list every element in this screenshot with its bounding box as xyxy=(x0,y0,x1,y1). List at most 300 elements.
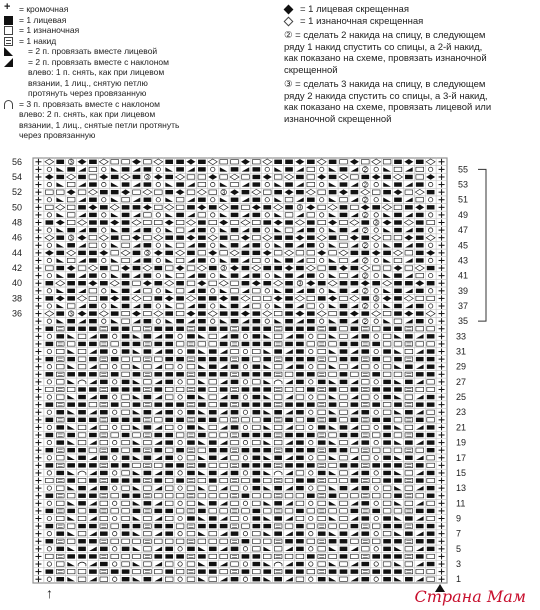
knit-stitch-mark xyxy=(176,235,184,239)
knit-stitch-mark xyxy=(187,440,195,444)
knit-stitch-mark xyxy=(89,478,97,482)
knit-stitch-mark xyxy=(165,402,173,406)
row-label-right: 15 xyxy=(456,467,467,478)
knit-stitch-mark xyxy=(111,235,119,239)
knit-stitch-mark xyxy=(351,418,359,422)
multi-yo-number: 3 xyxy=(69,311,73,318)
knit-stitch-mark xyxy=(187,205,195,209)
knit-stitch-mark xyxy=(165,175,173,179)
knit-stitch-mark xyxy=(100,456,108,460)
knit-stitch-mark xyxy=(351,266,359,270)
knit-stitch-mark xyxy=(176,372,184,376)
knit-stitch-mark xyxy=(252,167,260,171)
knit-stitch-mark xyxy=(427,190,435,194)
knit-stitch-mark xyxy=(89,251,97,255)
knit-stitch-mark xyxy=(372,509,380,513)
knit-stitch-mark xyxy=(122,463,130,467)
multi-yo-number: 3 xyxy=(69,235,73,242)
knit-stitch-mark xyxy=(78,205,86,209)
knit-stitch-mark xyxy=(340,357,348,361)
repeat-bracket xyxy=(478,169,486,321)
knit-stitch-mark xyxy=(89,319,97,323)
knit-stitch-mark xyxy=(361,562,369,566)
knit-stitch-mark xyxy=(209,296,217,300)
knit-stitch-mark xyxy=(198,289,206,293)
knit-stitch-mark xyxy=(340,539,348,543)
knit-stitch-mark xyxy=(154,342,162,346)
knit-stitch-mark xyxy=(372,281,380,285)
knit-stitch-mark xyxy=(242,372,250,376)
knit-stitch-mark xyxy=(252,509,260,513)
knit-stitch-mark xyxy=(296,456,304,460)
knit-stitch-mark xyxy=(263,524,271,528)
multi-yo-number: 2 xyxy=(363,243,367,250)
knit-stitch-mark xyxy=(252,402,260,406)
knit-stitch-mark xyxy=(340,213,348,217)
knit-stitch-mark xyxy=(383,569,391,573)
knit-stitch-mark xyxy=(122,296,130,300)
knit-stitch-mark xyxy=(383,418,391,422)
knit-stitch-mark xyxy=(144,304,152,308)
knit-stitch-mark xyxy=(231,380,239,384)
knit-stitch-mark xyxy=(165,531,173,535)
knit-stitch-mark xyxy=(416,539,424,543)
knit-stitch-mark xyxy=(89,311,97,315)
knit-stitch-mark xyxy=(427,357,435,361)
knit-stitch-mark xyxy=(231,304,239,308)
knit-stitch-mark xyxy=(329,494,337,498)
knit-stitch-mark xyxy=(187,395,195,399)
row-label-left: 50 xyxy=(11,202,22,213)
knit-stitch-mark xyxy=(56,425,64,429)
knit-stitch-mark xyxy=(176,213,184,217)
row-label-right: 3 xyxy=(456,559,462,570)
knit-stitch-mark xyxy=(318,471,326,475)
knit-stitch-mark xyxy=(340,569,348,573)
knit-stitch-mark xyxy=(307,311,315,315)
knit-stitch-mark xyxy=(209,448,217,452)
knit-stitch-mark xyxy=(252,213,260,217)
knit-stitch-mark xyxy=(144,456,152,460)
knit-stitch-mark xyxy=(67,372,75,376)
knit-stitch-mark xyxy=(296,448,304,452)
knit-stitch-mark xyxy=(340,281,348,285)
knit-stitch-mark xyxy=(427,494,435,498)
knit-stitch-mark xyxy=(427,524,435,528)
knit-stitch-mark xyxy=(133,418,141,422)
knit-stitch-mark xyxy=(165,471,173,475)
knit-stitch-mark xyxy=(394,463,402,467)
knit-stitch-mark xyxy=(122,167,130,171)
knit-stitch-mark xyxy=(252,182,260,186)
legend-note: ② = сделать 2 накида на спицу, в следующем ряду 1 накид спустить со спицы, а 2-й накид, как показано на схеме, провязать изнаночной скрещенной xyxy=(284,30,487,76)
knit-stitch-mark xyxy=(165,440,173,444)
knit-stitch-mark xyxy=(122,334,130,338)
knit-stitch-mark xyxy=(89,327,97,331)
knit-stitch-mark xyxy=(165,342,173,346)
multi-yo-number: 3 xyxy=(298,205,302,212)
multi-yo-number: 2 xyxy=(363,197,367,204)
knit-stitch-mark xyxy=(89,342,97,346)
knit-stitch-mark xyxy=(307,372,315,376)
knit-stitch-mark xyxy=(100,266,108,270)
knit-stitch-mark xyxy=(56,160,64,164)
knit-stitch-mark xyxy=(220,357,228,361)
knit-stitch-mark xyxy=(89,463,97,467)
knit-stitch-mark xyxy=(176,357,184,361)
knit-stitch-mark xyxy=(100,531,108,535)
knit-stitch-mark xyxy=(394,304,402,308)
knit-stitch-mark xyxy=(231,273,239,277)
knit-stitch-mark xyxy=(351,327,359,331)
knit-stitch-mark xyxy=(45,357,53,361)
multi-yo-number: 2 xyxy=(363,319,367,326)
knit-stitch-mark xyxy=(111,327,119,331)
knit-stitch-mark xyxy=(340,463,348,467)
row-label-right: 39 xyxy=(458,285,469,296)
knit-stitch-mark xyxy=(242,569,250,573)
row-label-left: 46 xyxy=(11,232,22,243)
knit-stitch-mark xyxy=(89,387,97,391)
multi-yo-number: 2 xyxy=(363,304,367,311)
knit-stitch-mark xyxy=(133,448,141,452)
knit-stitch-mark xyxy=(78,342,86,346)
knit-stitch-mark xyxy=(252,554,260,558)
knit-stitch-mark xyxy=(231,410,239,414)
knit-stitch-mark xyxy=(133,387,141,391)
knit-stitch-mark xyxy=(100,410,108,414)
knit-stitch-mark xyxy=(242,387,250,391)
knit-stitch-mark xyxy=(187,349,195,353)
knit-stitch-mark xyxy=(144,577,152,581)
knit-stitch-mark xyxy=(78,494,86,498)
knit-stitch-mark xyxy=(383,524,391,528)
knit-stitch-mark xyxy=(296,547,304,551)
knit-stitch-mark xyxy=(220,402,228,406)
knit-stitch-mark xyxy=(274,516,282,520)
knit-stitch-mark xyxy=(416,220,424,224)
knit-stitch-mark xyxy=(176,478,184,482)
knit-stitch-mark xyxy=(209,205,217,209)
knit-stitch-mark xyxy=(427,365,435,369)
knit-stitch-mark xyxy=(340,425,348,429)
knit-stitch-mark xyxy=(78,410,86,414)
knit-stitch-mark xyxy=(45,220,53,224)
row-label-right: 43 xyxy=(458,255,469,266)
knit-stitch-mark xyxy=(394,273,402,277)
knit-stitch-mark xyxy=(361,311,369,315)
knit-stitch-mark xyxy=(252,319,260,323)
knit-stitch-mark xyxy=(383,440,391,444)
knit-stitch-mark xyxy=(144,425,152,429)
knit-stitch-mark xyxy=(122,418,130,422)
knit-stitch-mark xyxy=(154,296,162,300)
knit-stitch-mark xyxy=(296,327,304,331)
knit-stitch-mark xyxy=(45,494,53,498)
knit-stitch-mark xyxy=(209,327,217,331)
knit-stitch-mark xyxy=(111,372,119,376)
knit-stitch-mark xyxy=(394,327,402,331)
knit-stitch-mark xyxy=(187,471,195,475)
knit-stitch-mark xyxy=(209,440,217,444)
knit-stitch-mark xyxy=(198,319,206,323)
knit-stitch-mark xyxy=(45,509,53,513)
knit-stitch-mark xyxy=(198,387,206,391)
knit-stitch-mark xyxy=(209,365,217,369)
knit-stitch-mark xyxy=(78,395,86,399)
knit-stitch-mark xyxy=(340,349,348,353)
knit-stitch-mark xyxy=(45,463,53,467)
knit-stitch-mark xyxy=(209,547,217,551)
knit-stitch-mark xyxy=(89,258,97,262)
knit-stitch-mark xyxy=(285,235,293,239)
knit-stitch-mark xyxy=(296,463,304,467)
knit-stitch-mark xyxy=(416,289,424,293)
legend-note: ③ = сделать 3 накида на спицу, в следующем ряду 2 накида спустить со спицы, а 3-й накид, как показано на схеме, провязать лицевой или изнаночной скрещенной xyxy=(284,79,492,125)
knit-stitch-mark xyxy=(165,463,173,467)
knit-stitch-mark xyxy=(144,319,152,323)
knit-stitch-mark xyxy=(165,235,173,239)
multi-yo-number: 3 xyxy=(298,281,302,288)
knit-stitch-mark xyxy=(427,433,435,437)
knit-stitch-mark xyxy=(252,327,260,331)
knit-stitch-mark xyxy=(165,509,173,513)
knit-stitch-mark xyxy=(285,327,293,331)
multi-yo-number: 3 xyxy=(69,159,73,166)
knit-stitch-mark xyxy=(252,478,260,482)
knit-stitch-mark xyxy=(242,281,250,285)
knit-stitch-mark xyxy=(307,220,315,224)
knit-stitch-mark xyxy=(231,547,239,551)
knit-stitch-mark xyxy=(252,486,260,490)
knit-stitch-mark xyxy=(78,456,86,460)
knit-stitch-mark xyxy=(45,524,53,528)
row-label-right: 31 xyxy=(456,346,467,357)
legend-text: = кромочная xyxy=(19,4,69,14)
knit-stitch-mark xyxy=(144,334,152,338)
knit-stitch-mark xyxy=(416,357,424,361)
knit-stitch-mark xyxy=(307,448,315,452)
knit-stitch-mark xyxy=(220,235,228,239)
knit-stitch-mark xyxy=(89,494,97,498)
knit-stitch-mark xyxy=(187,425,195,429)
multi-yo-number: 3 xyxy=(374,296,378,303)
knit-stitch-mark xyxy=(383,349,391,353)
knit-stitch-mark xyxy=(231,471,239,475)
multi-yo-number: 2 xyxy=(363,273,367,280)
knit-stitch-mark xyxy=(296,486,304,490)
knit-stitch-mark xyxy=(165,547,173,551)
knit-stitch-mark xyxy=(340,182,348,186)
knit-stitch-mark xyxy=(252,448,260,452)
row-label-left: 40 xyxy=(11,278,22,289)
knit-stitch-mark xyxy=(176,167,184,171)
knit-stitch-mark xyxy=(100,380,108,384)
knit-stitch-mark xyxy=(394,569,402,573)
knit-stitch-mark xyxy=(220,387,228,391)
knit-stitch-mark xyxy=(416,235,424,239)
knit-stitch-mark xyxy=(296,531,304,535)
knit-stitch-mark xyxy=(176,296,184,300)
row-label-right: 23 xyxy=(456,407,467,418)
knit-stitch-mark xyxy=(165,357,173,361)
knit-stitch-mark xyxy=(78,547,86,551)
knit-stitch-mark xyxy=(56,471,64,475)
knit-stitch-mark xyxy=(67,289,75,293)
knit-stitch-mark xyxy=(89,273,97,277)
legend-text: = 2 п. провязать вместе с наклоном влево: 1 п. снять, как при лицевом вязании, 1 лиц., снятую петлю протянуть через провязанную xyxy=(28,56,169,98)
knit-stitch-mark xyxy=(296,372,304,376)
knit-stitch-mark xyxy=(198,273,206,277)
knit-stitch-mark xyxy=(176,402,184,406)
knit-stitch-mark xyxy=(45,327,53,331)
knit-stitch-mark xyxy=(252,311,260,315)
knit-stitch-mark xyxy=(198,509,206,513)
knit-stitch-mark xyxy=(198,524,206,528)
knit-stitch-mark xyxy=(361,251,369,255)
knit-stitch-mark xyxy=(307,273,315,277)
knit-stitch-mark xyxy=(427,440,435,444)
knit-stitch-mark xyxy=(394,198,402,202)
knit-stitch-mark xyxy=(122,380,130,384)
knit-stitch-mark xyxy=(67,402,75,406)
knit-stitch-mark xyxy=(285,167,293,171)
watermark: Страна Мам xyxy=(414,587,526,606)
knit-stitch-mark xyxy=(416,319,424,323)
knit-stitch-mark xyxy=(427,395,435,399)
knit-stitch-mark xyxy=(361,175,369,179)
legend-text: = 3 п. провязать вместе с наклоном влево: 2 п. снять, как при лицевом вязании, 1 лиц., снятые петли протянуть через провязанную xyxy=(19,98,180,140)
knit-stitch-mark xyxy=(285,243,293,247)
row-label-right: 7 xyxy=(456,528,462,539)
knit-stitch-mark xyxy=(383,539,391,543)
knit-stitch-mark xyxy=(394,281,402,285)
knit-stitch-mark xyxy=(351,524,359,528)
knit-stitch-mark xyxy=(296,433,304,437)
knit-stitch-mark xyxy=(427,531,435,535)
knit-stitch-mark xyxy=(340,448,348,452)
knit-stitch-mark xyxy=(89,198,97,202)
knit-stitch-mark xyxy=(111,478,119,482)
knit-stitch-mark xyxy=(340,205,348,209)
knit-stitch-mark xyxy=(351,433,359,437)
knit-stitch-mark xyxy=(154,524,162,528)
knit-stitch-mark xyxy=(122,456,130,460)
knit-stitch-mark xyxy=(111,418,119,422)
knit-stitch-mark xyxy=(198,160,206,164)
knit-stitch-mark xyxy=(274,349,282,353)
knit-stitch-mark xyxy=(154,554,162,558)
knit-stitch-mark xyxy=(427,562,435,566)
knit-stitch-mark xyxy=(416,433,424,437)
knit-stitch-mark xyxy=(285,463,293,467)
knit-stitch-mark xyxy=(133,251,141,255)
knit-stitch-mark xyxy=(351,357,359,361)
knit-stitch-mark xyxy=(176,319,184,323)
knit-stitch-mark xyxy=(427,349,435,353)
knit-stitch-mark xyxy=(56,577,64,581)
knit-stitch-mark xyxy=(318,281,326,285)
knit-stitch-mark xyxy=(252,456,260,460)
knit-stitch-mark xyxy=(242,402,250,406)
knit-stitch-mark xyxy=(111,463,119,467)
knit-stitch-mark xyxy=(394,289,402,293)
knit-stitch-mark xyxy=(78,327,86,331)
row-label-right: 21 xyxy=(456,422,467,433)
row-label-left: 38 xyxy=(11,293,22,304)
knit-stitch-mark xyxy=(198,258,206,262)
knit-stitch-mark xyxy=(318,380,326,384)
knit-stitch-mark xyxy=(383,547,391,551)
knit-stitch-mark xyxy=(307,235,315,239)
knit-stitch-mark xyxy=(198,463,206,467)
knit-stitch-mark xyxy=(209,456,217,460)
knit-stitch-mark xyxy=(274,486,282,490)
row-label-right: 47 xyxy=(458,225,469,236)
knit-stitch-mark xyxy=(361,531,369,535)
knit-stitch-mark xyxy=(67,357,75,361)
knit-stitch-mark xyxy=(383,190,391,194)
knit-stitch-mark xyxy=(122,433,130,437)
knit-stitch-mark xyxy=(361,410,369,414)
knit-stitch-mark xyxy=(340,304,348,308)
multi-yo-number: 2 xyxy=(363,213,367,220)
knit-stitch-mark xyxy=(263,266,271,270)
knit-stitch-mark xyxy=(198,569,206,573)
knit-stitch-mark xyxy=(154,266,162,270)
knit-stitch-mark xyxy=(242,327,250,331)
knit-stitch-mark xyxy=(67,418,75,422)
knit-stitch-mark xyxy=(111,175,119,179)
knit-stitch-mark xyxy=(144,273,152,277)
knit-stitch-mark xyxy=(209,524,217,528)
knit-stitch-mark xyxy=(427,547,435,551)
knit-stitch-mark xyxy=(329,539,337,543)
knit-stitch-mark xyxy=(296,562,304,566)
knit-stitch-mark xyxy=(285,182,293,186)
knit-stitch-mark xyxy=(285,418,293,422)
knit-stitch-mark xyxy=(176,448,184,452)
knit-stitch-mark xyxy=(209,569,217,573)
knit-stitch-mark xyxy=(56,547,64,551)
knit-stitch-mark xyxy=(220,524,228,528)
knit-stitch-mark xyxy=(296,342,304,346)
knit-stitch-mark xyxy=(340,486,348,490)
knit-stitch-mark xyxy=(285,448,293,452)
knit-stitch-mark xyxy=(209,266,217,270)
knit-stitch-mark xyxy=(198,228,206,232)
knit-stitch-mark xyxy=(252,516,260,520)
knit-stitch-mark xyxy=(394,213,402,217)
knit-stitch-mark xyxy=(307,357,315,361)
knit-stitch-mark xyxy=(242,357,250,361)
knit-stitch-mark xyxy=(122,281,130,285)
knit-stitch-mark xyxy=(285,304,293,308)
knit-stitch-mark xyxy=(252,577,260,581)
knit-stitch-mark xyxy=(405,175,413,179)
knit-stitch-mark xyxy=(361,577,369,581)
knit-stitch-mark xyxy=(318,440,326,444)
knit-stitch-mark xyxy=(56,410,64,414)
knit-stitch-mark xyxy=(209,372,217,376)
knit-stitch-mark xyxy=(340,433,348,437)
knit-stitch-mark xyxy=(198,433,206,437)
knit-stitch-mark xyxy=(394,357,402,361)
knit-stitch-mark xyxy=(427,281,435,285)
knit-stitch-mark xyxy=(285,357,293,361)
knit-stitch-mark xyxy=(122,577,130,581)
knit-stitch-mark xyxy=(220,372,228,376)
